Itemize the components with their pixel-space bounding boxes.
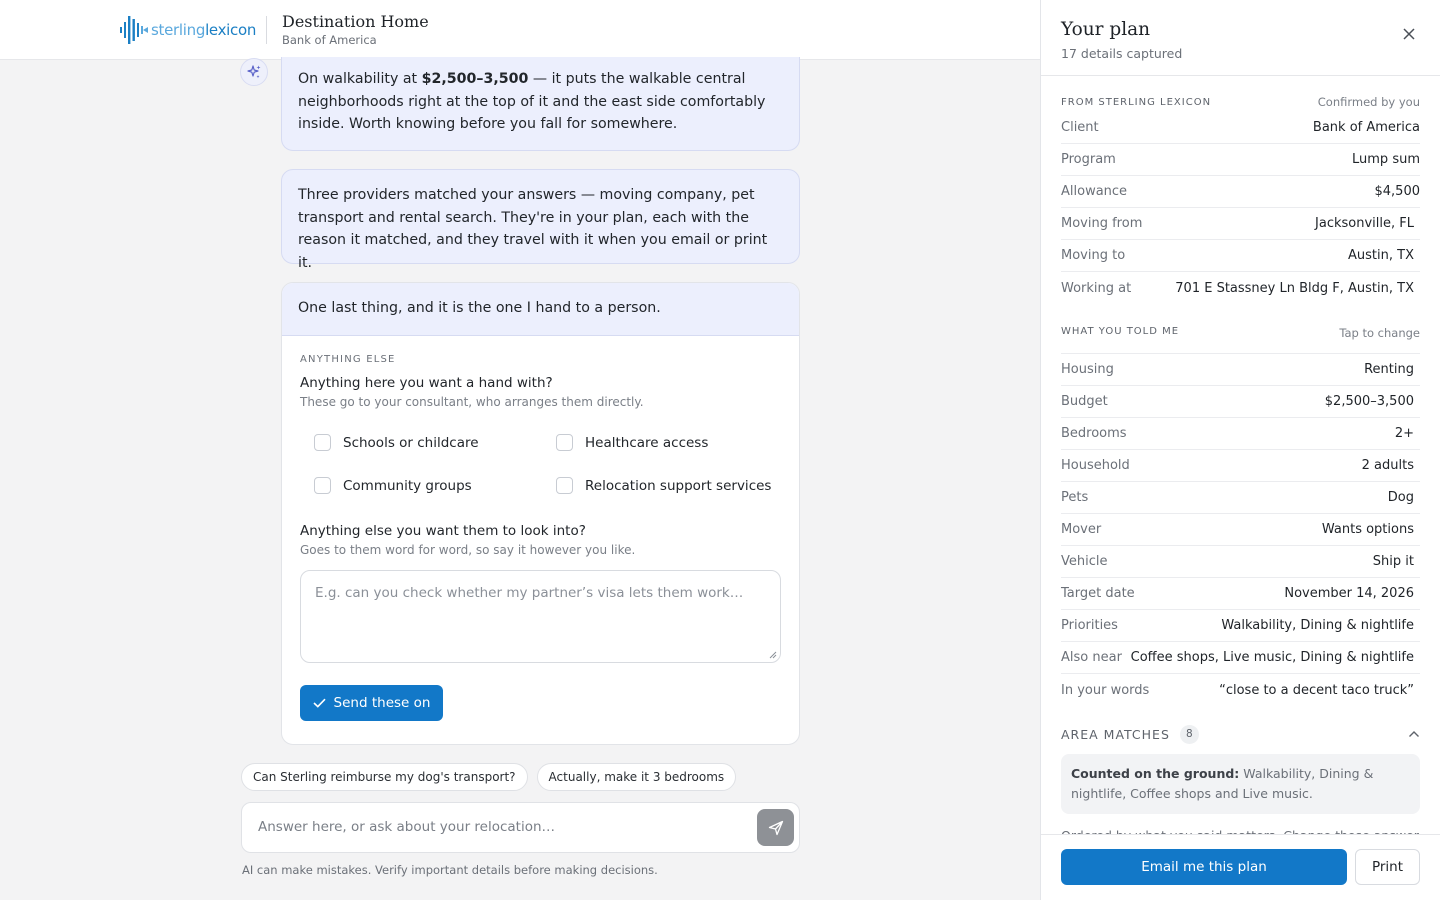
area-matches-section bbox=[1041, 724, 1440, 842]
detail-label: Housing bbox=[1061, 362, 1114, 377]
detail-value: 701 E Stassney Ln Bldg F, Austin, TX bbox=[1175, 280, 1414, 296]
section-note: Confirmed by you bbox=[1317, 95, 1420, 109]
detail-value: Bank of America bbox=[1312, 120, 1420, 135]
extra-request-textarea[interactable] bbox=[300, 570, 781, 663]
detail-row[interactable] bbox=[1061, 514, 1420, 546]
checkbox[interactable] bbox=[556, 477, 573, 494]
section-label: AREA MATCHES bbox=[1061, 726, 1170, 742]
ground-note: Counted on the ground: Walkability, Dining & nightlife, Coffee shops and Live music. bbox=[1061, 754, 1420, 814]
detail-value: 2 adults bbox=[1361, 458, 1414, 473]
detail-value: $4,500 bbox=[1374, 184, 1420, 199]
section-note: Tap to change bbox=[1339, 326, 1420, 340]
textarea-placeholder: E.g. can you check whether my partner’s visa lets them work… bbox=[315, 585, 744, 601]
chevron-up-icon[interactable] bbox=[1408, 730, 1420, 738]
confirmed-section bbox=[1041, 92, 1440, 304]
panel-title: Your plan bbox=[1061, 19, 1151, 40]
detail-row[interactable] bbox=[1061, 578, 1420, 610]
section-label: FROM STERLING LEXICON bbox=[1061, 96, 1212, 108]
paper-plane-icon bbox=[768, 820, 784, 836]
detail-row bbox=[1061, 208, 1420, 240]
detail-label: Pets bbox=[1061, 490, 1089, 505]
detail-value: Lump sum bbox=[1352, 152, 1420, 167]
detail-row[interactable] bbox=[1061, 482, 1420, 514]
email-plan-button[interactable]: Email me this plan bbox=[1061, 849, 1347, 885]
count-badge: 8 bbox=[1180, 725, 1199, 744]
option-relocation-support-checkbox[interactable]: Relocation support services bbox=[556, 476, 786, 495]
detail-row bbox=[1061, 272, 1420, 304]
client-name: Bank of America bbox=[282, 33, 377, 47]
detail-row[interactable] bbox=[1061, 450, 1420, 482]
message-composer[interactable] bbox=[241, 802, 800, 853]
question-hint: These go to your consultant, who arranges them directly. bbox=[300, 395, 644, 409]
detail-row[interactable] bbox=[1061, 642, 1420, 674]
detail-label: In your words bbox=[1061, 682, 1150, 698]
options-list bbox=[300, 433, 781, 495]
told-me-section bbox=[1041, 326, 1440, 706]
detail-value: Ship it bbox=[1372, 554, 1414, 569]
detail-label: Also near bbox=[1061, 650, 1122, 665]
send-message-button[interactable] bbox=[757, 809, 794, 846]
sterling-lexicon-logo[interactable] bbox=[120, 14, 256, 46]
brand-wordmark: sterlinglexicon bbox=[151, 21, 257, 39]
detail-label: Program bbox=[1061, 152, 1116, 167]
detail-value: Renting bbox=[1364, 362, 1414, 377]
detail-row[interactable] bbox=[1061, 546, 1420, 578]
detail-label: Allowance bbox=[1061, 184, 1128, 199]
suggestion-chip[interactable]: Can Sterling reimburse my dog's transport? bbox=[241, 763, 528, 791]
detail-label: Moving to bbox=[1061, 248, 1126, 263]
checkbox[interactable] bbox=[314, 434, 331, 451]
detail-value: Dog bbox=[1387, 490, 1414, 505]
detail-label: Moving from bbox=[1061, 216, 1143, 231]
sparkle-icon bbox=[246, 64, 262, 80]
suggestion-chip[interactable]: Actually, make it 3 bedrooms bbox=[537, 763, 737, 791]
detail-value: $2,500–3,500 bbox=[1324, 394, 1414, 409]
detail-label: Priorities bbox=[1061, 618, 1118, 633]
detail-row[interactable] bbox=[1061, 418, 1420, 450]
plan-panel bbox=[1040, 0, 1440, 900]
checkbox[interactable] bbox=[556, 434, 573, 451]
close-icon[interactable] bbox=[1402, 27, 1416, 41]
detail-label: Bedrooms bbox=[1061, 426, 1127, 441]
section-label: WHAT YOU TOLD ME bbox=[1061, 326, 1180, 337]
detail-label: Budget bbox=[1061, 394, 1108, 409]
detail-row[interactable] bbox=[1061, 674, 1420, 706]
detail-label: Household bbox=[1061, 458, 1130, 473]
detail-row bbox=[1061, 176, 1420, 208]
logo-bars-icon bbox=[120, 14, 148, 46]
detail-value: Wants options bbox=[1321, 522, 1414, 537]
detail-value: Coffee shops, Live music, Dining & nightlife bbox=[1130, 650, 1414, 665]
page-title-block bbox=[282, 12, 429, 48]
detail-value: Jacksonville, FL bbox=[1315, 216, 1414, 231]
suggestion-chips bbox=[241, 763, 736, 791]
detail-value: Austin, TX bbox=[1348, 248, 1414, 263]
option-healthcare-checkbox[interactable]: Healthcare access bbox=[556, 433, 786, 452]
header-divider bbox=[266, 16, 267, 44]
question-label: Anything here you want a hand with? bbox=[300, 375, 553, 391]
detail-row bbox=[1061, 144, 1420, 176]
question-hint: Goes to them word for word, so say it however you like. bbox=[300, 543, 636, 557]
detail-label: Client bbox=[1061, 120, 1099, 135]
option-schools-checkbox[interactable]: Schools or childcare bbox=[314, 433, 556, 452]
option-community-checkbox[interactable]: Community groups bbox=[314, 476, 556, 495]
detail-value: November 14, 2026 bbox=[1284, 586, 1414, 601]
assistant-message: Three providers matched your answers — moving company, pet transport and rental search. They're in your plan, each with the reason it matched, and they travel with it when you email or print it. bbox=[281, 169, 800, 264]
section-eyebrow: ANYTHING ELSE bbox=[300, 354, 396, 365]
composer-input[interactable]: Answer here, or ask about your relocation… bbox=[258, 819, 556, 835]
detail-row[interactable] bbox=[1061, 354, 1420, 386]
ai-avatar bbox=[240, 58, 268, 86]
checkbox[interactable] bbox=[314, 477, 331, 494]
page-title: Destination Home bbox=[282, 12, 429, 31]
detail-row bbox=[1061, 112, 1420, 144]
resize-handle-icon[interactable] bbox=[769, 651, 777, 659]
app-header bbox=[0, 0, 1040, 60]
detail-label: Mover bbox=[1061, 522, 1102, 537]
anything-else-card bbox=[281, 282, 800, 745]
detail-label: Target date bbox=[1061, 586, 1135, 601]
send-these-on-button[interactable]: Send these on bbox=[300, 685, 443, 721]
detail-value: 2+ bbox=[1394, 426, 1414, 441]
question-label: Anything else you want them to look into? bbox=[300, 523, 586, 539]
told-me-details-list bbox=[1061, 354, 1420, 706]
detail-label: Vehicle bbox=[1061, 554, 1108, 569]
confirmed-details-list bbox=[1061, 112, 1420, 304]
assistant-message: On walkability at $2,500–3,500 — it puts the walkable central neighborhoods right at the top of it and the east side comfortably inside. Worth knowing before you fall for somewhere. bbox=[281, 57, 800, 151]
check-icon bbox=[313, 698, 326, 708]
details-count: 17 details captured bbox=[1061, 46, 1183, 61]
print-button[interactable]: Print bbox=[1355, 849, 1420, 885]
assistant-message: One last thing, and it is the one I hand to a person. bbox=[282, 283, 799, 336]
detail-row[interactable] bbox=[1061, 386, 1420, 418]
detail-row bbox=[1061, 240, 1420, 272]
ai-disclaimer: AI can make mistakes. Verify important details before making decisions. bbox=[242, 863, 658, 877]
detail-value: “close to a decent taco truck” bbox=[1219, 682, 1414, 698]
area-matches-toggle[interactable] bbox=[1061, 724, 1420, 744]
detail-label: Working at bbox=[1061, 280, 1132, 296]
detail-value: Walkability, Dining & nightlife bbox=[1221, 618, 1414, 633]
panel-footer bbox=[1041, 834, 1440, 900]
detail-row[interactable] bbox=[1061, 610, 1420, 642]
